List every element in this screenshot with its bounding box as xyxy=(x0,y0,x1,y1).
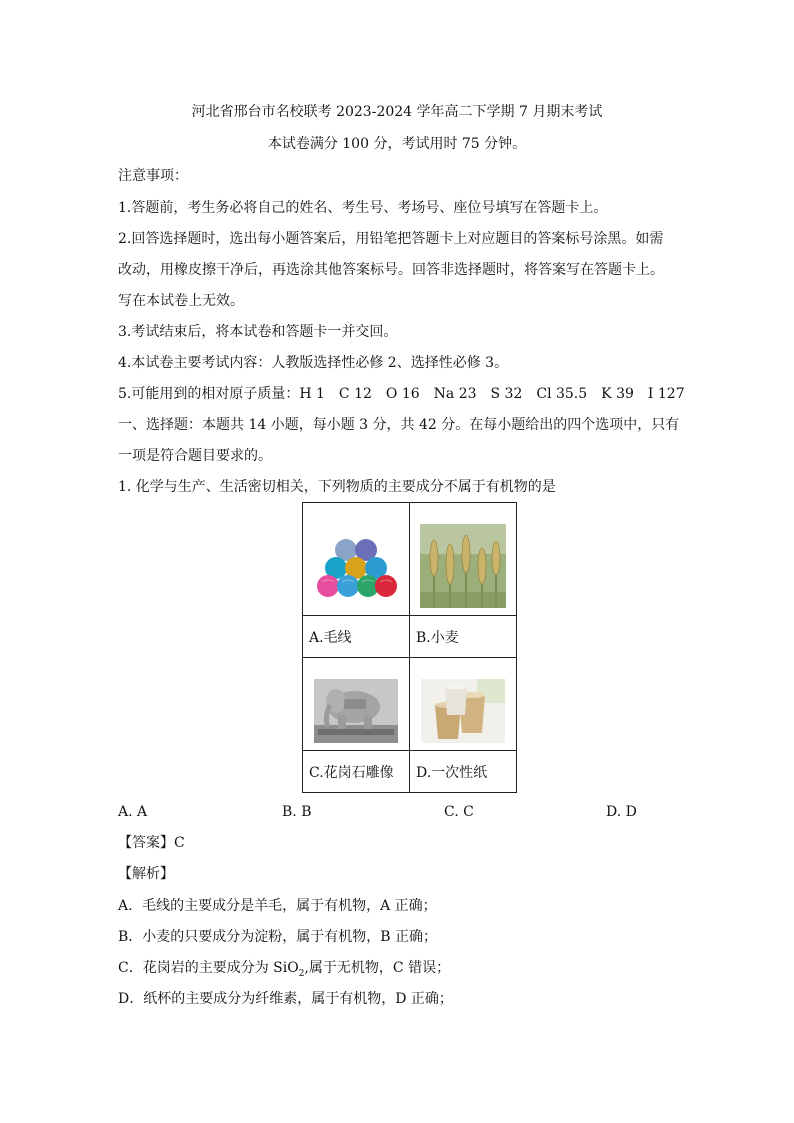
question-stem: 1. 化学与生产、生活密切相关，下列物质的主要成分不属于有机物的是 xyxy=(118,479,556,495)
section-heading: 一、选择题：本题共 14 小题，每小题 3 分，共 42 分。在每小题给出的四个选项中，只有 xyxy=(118,417,680,433)
analysis-line-a: A．毛线的主要成分是羊毛，属于有机物，A 正确； xyxy=(118,898,437,914)
note-item: 1.答题前，考生务必将自己的姓名、考生号、考场号、座位号填写在答题卡上。 xyxy=(118,200,608,216)
option-b-image-cell xyxy=(410,503,517,616)
option-c-label: C.花岗石雕像 xyxy=(303,751,410,793)
yarn-balls-image xyxy=(314,524,398,608)
option-d-image-cell xyxy=(410,658,517,751)
analysis-line-c xyxy=(118,958,450,984)
option-b-label: B.小麦 xyxy=(410,616,517,658)
note-item: 4.本试卷主要考试内容：人教版选择性必修 2、选择性必修 3。 xyxy=(118,355,509,371)
notes-heading: 注意事项： xyxy=(118,168,188,184)
option-a-image-cell xyxy=(303,503,410,616)
paper-cups-image xyxy=(421,679,505,743)
choice-a: A. A xyxy=(118,804,148,820)
answer-label: 【答案】C xyxy=(118,835,185,851)
choice-d: D. D xyxy=(606,804,637,820)
granite-elephant-image xyxy=(314,679,398,743)
analysis-heading: 【解析】 xyxy=(118,866,174,882)
choice-b: B. B xyxy=(282,804,312,820)
option-d-label: D.一次性纸 xyxy=(410,751,517,793)
subscript-2: 2 xyxy=(298,968,305,979)
exam-title: 河北省邢台市名校联考 2023-2024 学年高二下学期 7 月期末考试 xyxy=(191,104,603,120)
note-item: 5.可能用到的相对原子质量：H 1 C 12 O 16 Na 23 S 32 Cl 35.5 K 39 I 127 xyxy=(118,386,685,402)
option-image-table xyxy=(302,502,517,793)
note-item: 改动，用橡皮擦干净后，再选涂其他答案标号。回答非选择题时，将答案写在答题卡上。 xyxy=(118,262,664,278)
wheat-image xyxy=(420,524,506,608)
analysis-line-d: D．纸杯的主要成分为纤维素，属于有机物，D 正确； xyxy=(118,991,453,1007)
option-a-label: A.毛线 xyxy=(303,616,410,658)
note-item: 2.回答选择题时，选出每小题答案后，用铅笔把答题卡上对应题目的答案标号涂黑。如需 xyxy=(118,231,664,247)
analysis-line-b: B．小麦的只要成分为淀粉，属于有机物，B 正确； xyxy=(118,929,438,945)
option-c-image-cell xyxy=(303,658,410,751)
analysis-line-c-tail: ,属于无机物，C 错误； xyxy=(304,960,451,976)
section-heading-cont: 一项是符合题目要求的。 xyxy=(118,448,272,464)
note-item: 写在本试卷上无效。 xyxy=(118,293,244,309)
choice-c: C. C xyxy=(444,804,474,820)
note-item: 3.考试结束后，将本试卷和答题卡一并交回。 xyxy=(118,324,398,340)
analysis-line-c-text: C．花岗岩的主要成分为 SiO xyxy=(118,960,299,976)
exam-subtitle: 本试卷满分 100 分，考试用时 75 分钟。 xyxy=(267,136,527,152)
